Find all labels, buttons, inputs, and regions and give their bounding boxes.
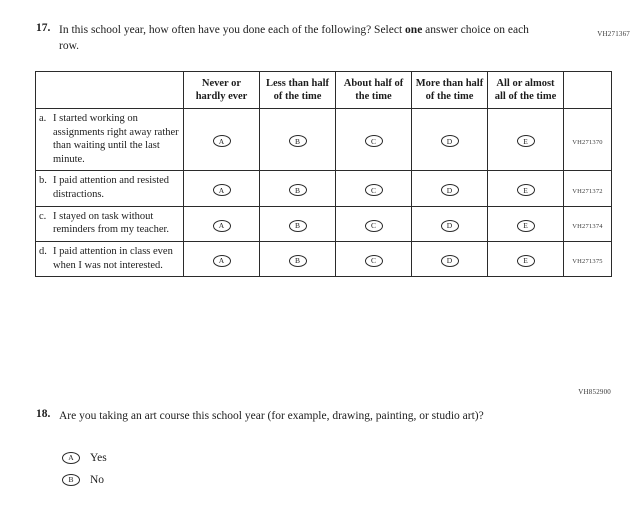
- option-yes-oval[interactable]: [62, 452, 80, 464]
- header-about-half: About half of the time: [336, 71, 412, 108]
- table-row-c: [36, 206, 612, 241]
- table-row-d: [36, 242, 612, 277]
- row-d-oval-e[interactable]: [517, 255, 535, 267]
- row-c-oval-b[interactable]: [289, 220, 307, 232]
- row-d-oval-a[interactable]: [213, 255, 231, 267]
- oval-letter: A: [218, 256, 225, 266]
- row-c-oval-c[interactable]: [365, 220, 383, 232]
- row-c-label-cell: [36, 206, 184, 241]
- row-b-oval-b[interactable]: [289, 184, 307, 196]
- form-code-mid: VH852900: [578, 388, 611, 396]
- oval-letter: E: [523, 185, 528, 195]
- oval-letter: A: [218, 185, 225, 195]
- row-c-letter: c.: [39, 210, 47, 222]
- header-more-than-half: More than half of the time: [412, 71, 488, 108]
- row-c-cell-more: [412, 206, 488, 241]
- row-b-label-cell: [36, 171, 184, 206]
- row-b-cell-less: [260, 171, 336, 206]
- oval-letter: B: [294, 256, 300, 266]
- row-a-label-cell: [36, 108, 184, 171]
- row-a-cell-more: [412, 108, 488, 171]
- row-c-cell-all: [488, 206, 564, 241]
- row-a-cell-all: [488, 108, 564, 171]
- header-less-than-half: Less than half of the time: [260, 71, 336, 108]
- oval-letter: D: [446, 220, 453, 230]
- row-b-letter: b.: [39, 175, 47, 187]
- row-a-cell-less: [260, 108, 336, 171]
- row-a-oval-d[interactable]: [441, 135, 459, 147]
- oval-letter: C: [370, 136, 376, 146]
- header-code-cell: [564, 71, 612, 108]
- row-d-cell-all: [488, 242, 564, 277]
- row-c-code-cell: [564, 206, 612, 241]
- oval-letter: E: [523, 220, 528, 230]
- row-d-oval-c[interactable]: [365, 255, 383, 267]
- oval-letter: D: [446, 136, 453, 146]
- row-b-cell-never: [184, 171, 260, 206]
- row-d-letter: d.: [39, 246, 47, 258]
- question-17-text: [59, 22, 531, 55]
- oval-letter: C: [370, 256, 376, 266]
- table-header-row: [36, 71, 612, 108]
- row-a-oval-a[interactable]: [213, 135, 231, 147]
- oval-letter: B: [294, 185, 300, 195]
- option-yes-row: [62, 452, 107, 464]
- row-c-cell-about: [336, 206, 412, 241]
- oval-letter: E: [523, 136, 528, 146]
- row-d-code: VH271375: [572, 258, 603, 266]
- row-b-oval-c[interactable]: [365, 184, 383, 196]
- oval-letter: D: [446, 185, 453, 195]
- row-d-cell-less: [260, 242, 336, 277]
- row-c-oval-a[interactable]: [213, 220, 231, 232]
- row-b-label: I paid attention and resisted distractions.: [53, 175, 170, 201]
- row-c-oval-d[interactable]: [441, 220, 459, 232]
- header-empty-cell: [36, 71, 184, 108]
- row-a-code-cell: [564, 108, 612, 171]
- question-17: [36, 22, 642, 55]
- question-17-number: 17.: [36, 22, 51, 34]
- header-never: Never or hardly ever: [184, 71, 260, 108]
- option-no-label: No: [90, 474, 105, 486]
- oval-letter: A: [218, 220, 225, 230]
- row-c-cell-never: [184, 206, 260, 241]
- row-a-cell-never: [184, 108, 260, 171]
- row-d-cell-more: [412, 242, 488, 277]
- row-c-label: I stayed on task without reminders from my teacher.: [53, 210, 170, 236]
- oval-letter: E: [523, 256, 528, 266]
- oval-letter: A: [218, 136, 225, 146]
- oval-letter: B: [294, 220, 300, 230]
- row-b-cell-about: [336, 171, 412, 206]
- question-18: [36, 408, 484, 424]
- row-d-oval-d[interactable]: [441, 255, 459, 267]
- row-d-cell-never: [184, 242, 260, 277]
- question-18-text: Are you taking an art course this school year (for example, drawing, painting, or studio art)?: [59, 410, 484, 422]
- row-a-oval-e[interactable]: [517, 135, 535, 147]
- question-18-options: [62, 452, 107, 496]
- question-17-text-part2: answer choice on each row.: [59, 24, 529, 53]
- row-a-code: VH271370: [572, 138, 603, 146]
- row-a-oval-c[interactable]: [365, 135, 383, 147]
- row-a-oval-b[interactable]: [289, 135, 307, 147]
- table-row-b: [36, 171, 612, 206]
- table-row-a: [36, 108, 612, 171]
- row-d-code-cell: [564, 242, 612, 277]
- oval-letter: C: [370, 185, 376, 195]
- question-17-answer-table: [35, 71, 612, 278]
- option-yes-label: Yes: [90, 452, 107, 464]
- row-d-oval-b[interactable]: [289, 255, 307, 267]
- row-b-code-cell: [564, 171, 612, 206]
- row-c-oval-e[interactable]: [517, 220, 535, 232]
- row-c-code: VH271374: [572, 222, 603, 230]
- row-b-oval-e[interactable]: [517, 184, 535, 196]
- row-a-cell-about: [336, 108, 412, 171]
- form-code-top: VH271367: [597, 30, 630, 38]
- question-17-text-part1: In this school year, how often have you done each of the following? Select: [59, 24, 406, 36]
- row-a-label: I started working on assignments right away rather than waiting until the last minute.: [53, 112, 179, 165]
- row-b-oval-a[interactable]: [213, 184, 231, 196]
- oval-letter: B: [68, 475, 74, 485]
- row-b-cell-more: [412, 171, 488, 206]
- question-18-number: 18.: [36, 408, 51, 420]
- row-b-oval-d[interactable]: [441, 184, 459, 196]
- row-d-label-cell: [36, 242, 184, 277]
- row-d-label: I paid attention in class even when I was not interested.: [53, 246, 173, 271]
- row-d-cell-about: [336, 242, 412, 277]
- oval-letter: D: [446, 256, 453, 266]
- option-no-row: [62, 474, 107, 486]
- oval-letter: A: [68, 453, 74, 463]
- header-all: All or almost all of the time: [488, 71, 564, 108]
- row-b-cell-all: [488, 171, 564, 206]
- row-b-code: VH271372: [572, 187, 603, 195]
- oval-letter: C: [370, 220, 376, 230]
- oval-letter: B: [294, 136, 300, 146]
- option-no-oval[interactable]: [62, 474, 80, 486]
- row-a-letter: a.: [39, 112, 47, 124]
- row-c-cell-less: [260, 206, 336, 241]
- question-17-text-bold: one: [405, 24, 423, 36]
